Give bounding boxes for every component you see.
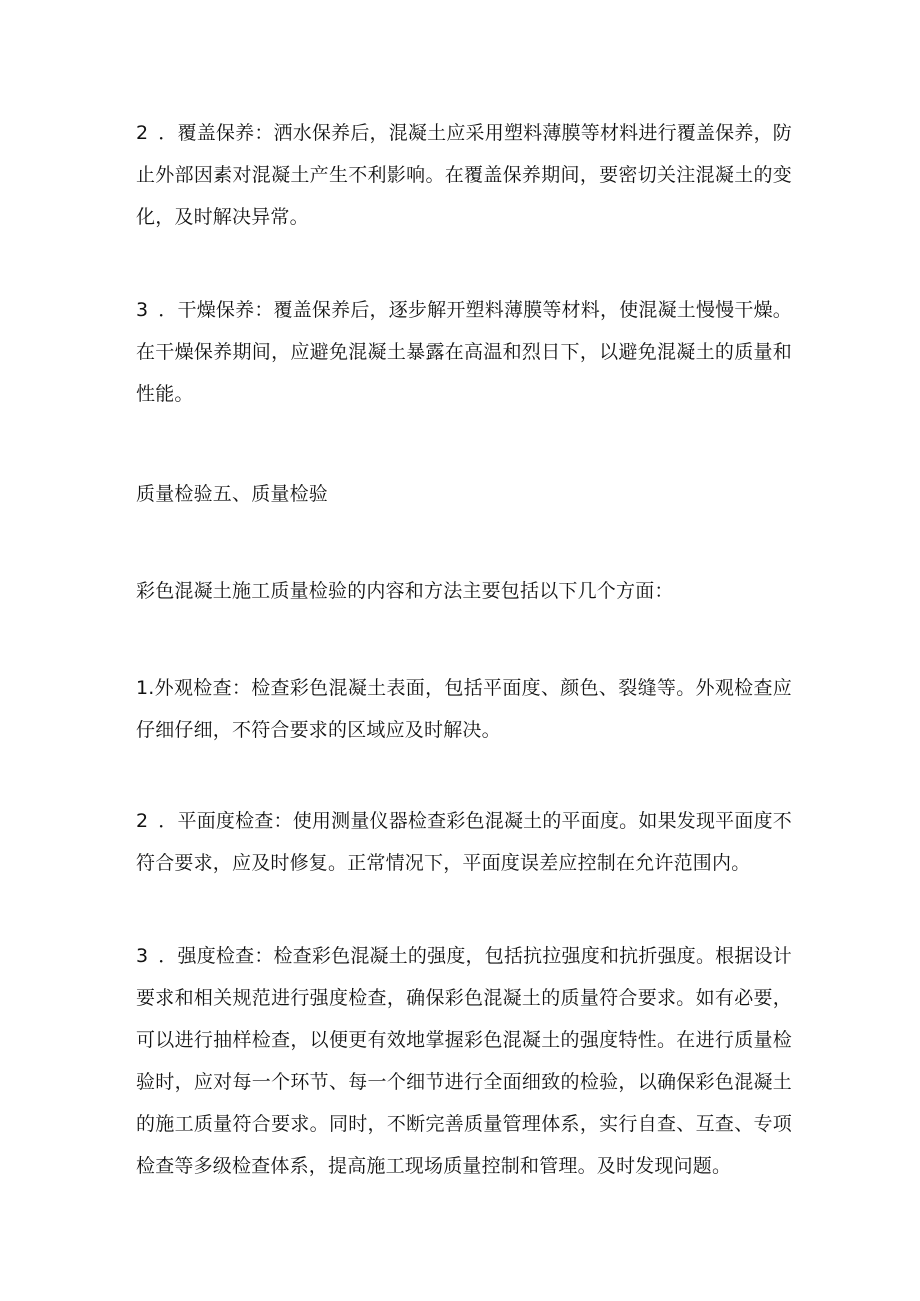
paragraph-text: ．强度检查：检查彩色混凝土的强度，包括抗拉强度和抗折强度。根据设计要求和相关规范进行强度检查，确保彩色混凝土的质量符合要求。如有必要，可以进行抽样检查，以便更有效地掌握彩色混凝土的强度特性。在进行质量检验时，应对每一个环节、每一个细节进行全面细致的检验，以确保彩色混凝土的施工质量符合要求。同时，不断完善质量管理体系，实行自查、互查、专项检查等多级检查体系，提高施工现场质量控制和管理。及时发现问题。: [136, 945, 792, 1177]
paragraph-covering-curing: [136, 112, 792, 238]
paragraph-number: 3: [136, 299, 149, 321]
paragraph-text: ．平面度检查：使用测量仪器检查彩色混凝土的平面度。如果发现平面度不符合要求，应及时修复。正常情况下，平面度误差应控制在允许范围内。: [136, 810, 792, 874]
paragraph-drying-curing: [136, 289, 792, 415]
paragraph-text: 1.外观检查：检查彩色混凝土表面，包括平面度、颜色、裂缝等。外观检查应仔细仔细，不符合要求的区域应及时解决。: [136, 677, 792, 741]
paragraph-text: ．干燥保养：覆盖保养后，逐步解开塑料薄膜等材料，使混凝土慢慢干燥。在干燥保养期间，应避免混凝土暴露在高温和烈日下，以避免混凝土的质量和性能。: [136, 299, 792, 405]
document-body: [136, 112, 792, 1187]
paragraph-number: 3: [136, 945, 149, 967]
paragraph-flatness-check: [136, 800, 792, 884]
paragraph-number: 2: [136, 122, 149, 144]
section-heading-text: 质量检验五、质量检验: [136, 483, 329, 505]
paragraph-number: 2: [136, 810, 149, 832]
section-heading: [136, 473, 792, 515]
paragraph-appearance-check: [136, 667, 792, 751]
paragraph-intro: [136, 570, 792, 612]
paragraph-text: ．覆盖保养：洒水保养后，混凝土应采用塑料薄膜等材料进行覆盖保养，防止外部因素对混凝土产生不利影响。在覆盖保养期间，要密切关注混凝土的变化，及时解决异常。: [136, 122, 792, 228]
paragraph-text: 彩色混凝土施工质量检验的内容和方法主要包括以下几个方面：: [136, 580, 674, 602]
paragraph-strength-check: [136, 935, 792, 1187]
